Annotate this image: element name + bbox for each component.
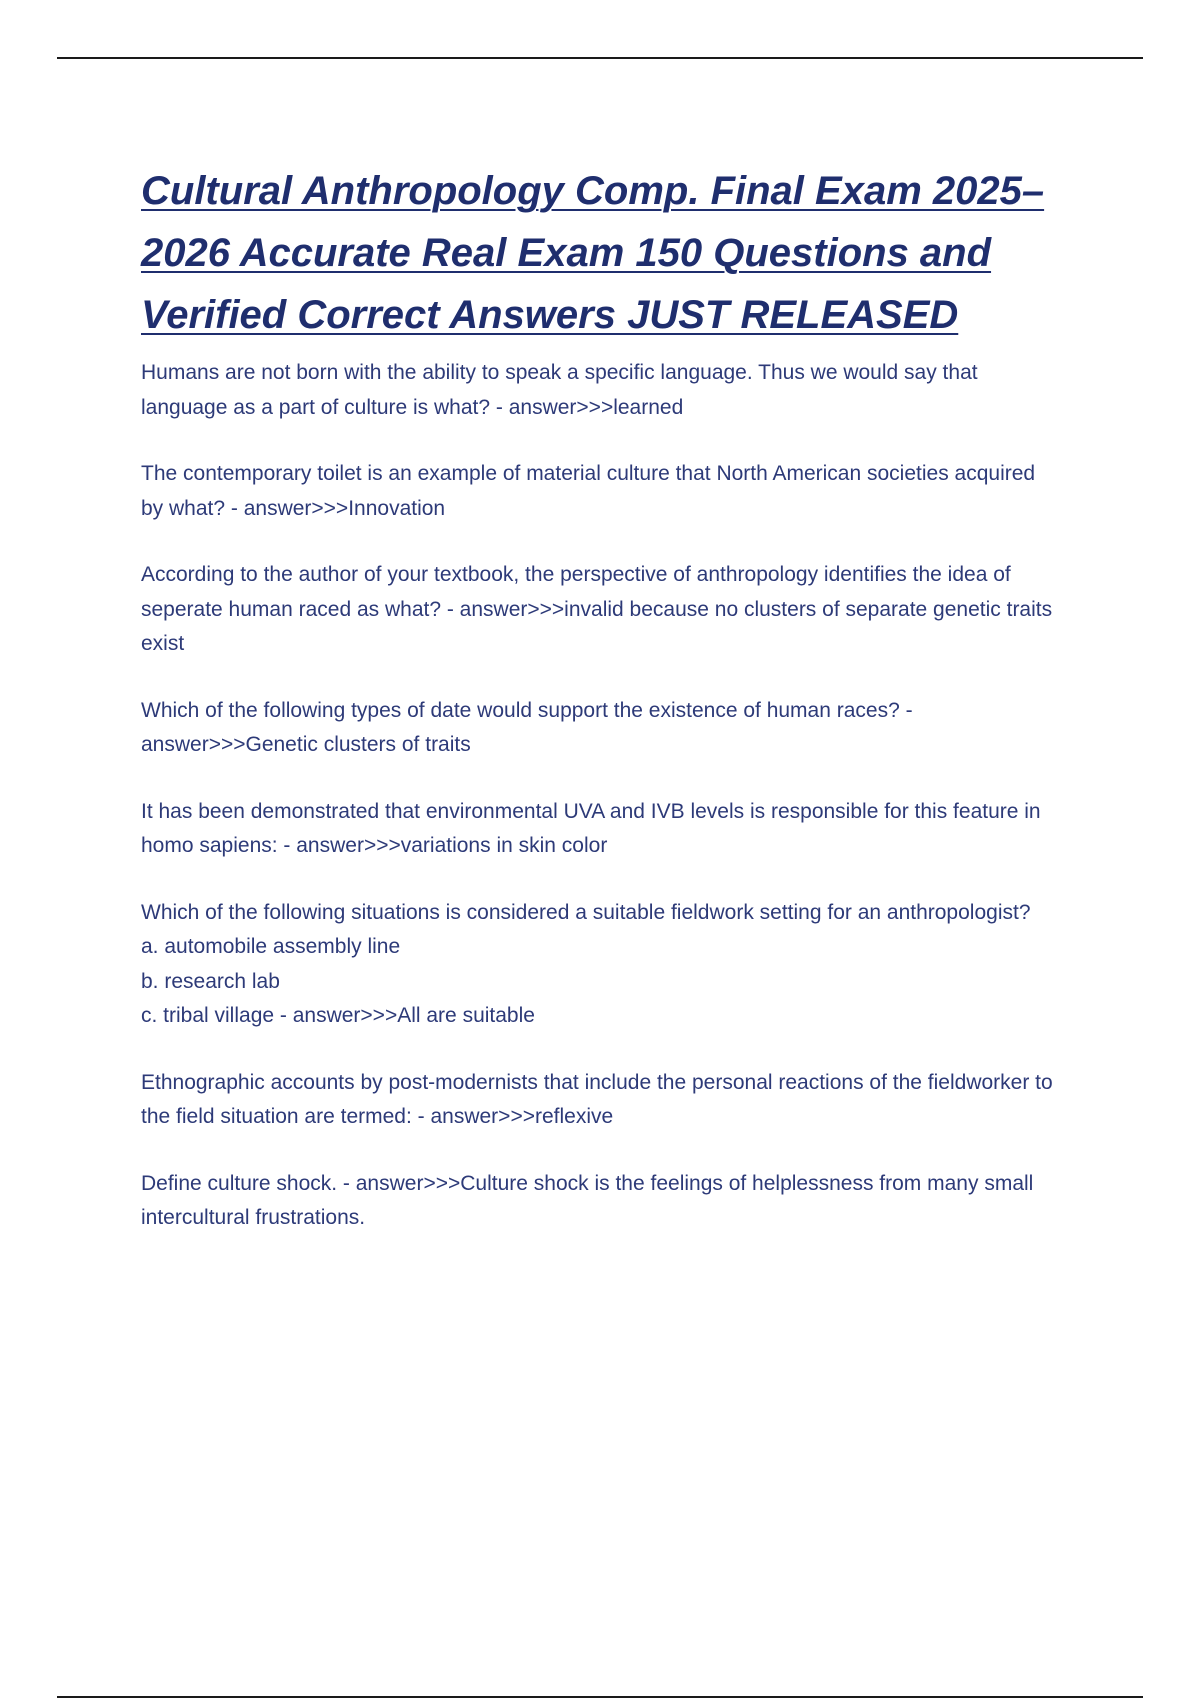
qa-text: Ethnographic accounts by post-modernists that include the personal reactions of the fieldworker to the field situation are termed: - answer>>>reflexive — [141, 1070, 1053, 1128]
qa-text: It has been demonstrated that environmental UVA and IVB levels is responsible for this feature in homo sapiens: - answer>>>variations in skin color — [141, 799, 1041, 857]
qa-item — [141, 356, 1061, 425]
qa-item — [141, 558, 1061, 662]
qa-text: Which of the following situations is considered a suitable fieldwork setting for an anthropologist? — [141, 900, 1031, 924]
qa-text: Humans are not born with the ability to speak a specific language. Thus we would say that language as a part of culture is what? - answer>>>learned — [141, 361, 978, 419]
qa-option: a. automobile assembly line — [141, 935, 401, 958]
qa-text: Define culture shock. - answer>>>Culture shock is the feelings of helplessness from many small intercultural frustrations. — [141, 1171, 1034, 1229]
qa-item — [141, 896, 1061, 1034]
qa-item — [141, 1167, 1061, 1236]
qa-item — [141, 694, 1061, 763]
qa-option: c. tribal village - answer>>>All are suitable — [141, 1004, 535, 1027]
document-title: Cultural Anthropology Comp. Final Exam 2025–2026 Accurate Real Exam 150 Questions and Verified Correct Answers JUST RELEASED — [141, 169, 1045, 337]
qa-text: According to the author of your textbook, the perspective of anthropology identifies the idea of seperate human raced as what? - answer>>>invalid because no clusters of separate genetic traits exist — [141, 563, 1053, 655]
qa-list — [141, 356, 1061, 1236]
qa-item — [141, 1066, 1061, 1135]
qa-text: Which of the following types of date would support the existence of human races? - answer>>>Genetic clusters of traits — [141, 698, 913, 756]
bottom-rule — [57, 1696, 1143, 1698]
qa-item — [141, 457, 1061, 526]
top-rule — [57, 57, 1143, 59]
qa-text: The contemporary toilet is an example of material culture that North American societies acquired by what? - answer>>>Innovation — [141, 462, 1036, 520]
document-body — [141, 160, 1061, 1268]
qa-option: b. research lab — [141, 969, 280, 993]
qa-item — [141, 795, 1061, 864]
